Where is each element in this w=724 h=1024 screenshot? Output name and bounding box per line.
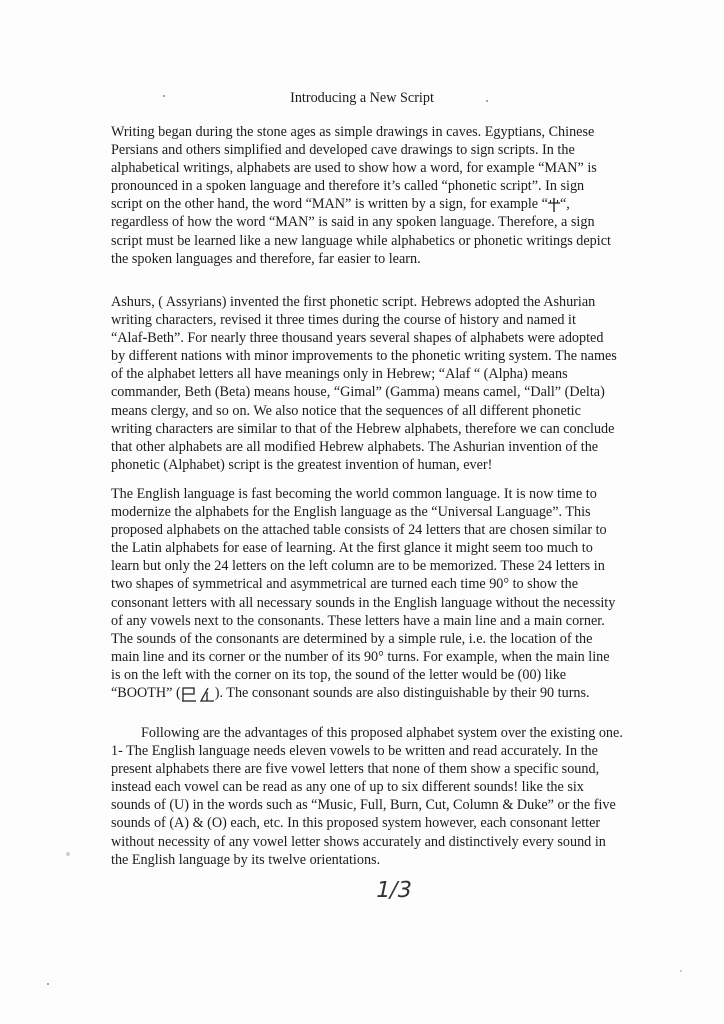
text-line: the Latin alphabets for ease of learning. At the first glance it might seem too much to: [111, 540, 593, 557]
text-line: Persians and others simplified and developed cave drawings to sign scripts. In the: [111, 142, 575, 159]
text-segment: script on the other hand, the word “MAN” is written by a sign, for example “: [111, 196, 548, 213]
text-line: of the alphabet letters all have meanings only in Hebrew; “Alaf “ (Alpha) means: [111, 366, 568, 383]
text-line: means clergy, and so on. We also notice that the sequences of all different phonetic: [111, 402, 581, 419]
text-line: 1- The English language needs eleven vowels to be written and read accurately. In the: [111, 743, 598, 760]
text-line: the English language by its twelve orientations.: [111, 851, 381, 868]
text-line: alphabetical writings, alphabets are used to show how a word, for example “MAN” is: [111, 160, 597, 177]
text-line: sounds of (U) in the words such as “Music, Full, Burn, Cut, Column & Duke” or the five: [111, 797, 616, 814]
text-segment: ). The consonant sounds are also distinguishable by their 90 turns.: [214, 685, 590, 702]
text-line: writing characters, revised it three times during the course of history and named it: [111, 312, 576, 329]
text-line-with-glyphs: [111, 684, 641, 702]
text-line: The sounds of the consonants are determined by a simple rule, i.e. the location of the: [111, 630, 593, 647]
text-line: by different nations with minor improvements to the phonetic writing system. The names: [111, 348, 617, 365]
scan-speck: [47, 983, 49, 985]
text-line: writing characters are similar to that of the Hebrew alphabets, therefore we can conclude: [111, 420, 615, 437]
text-line: without necessity of any vowel letter shows accurately and distinctively every sound in: [111, 833, 606, 850]
man-sign-icon: [548, 198, 560, 212]
text-line: pronounced in a spoken language and therefore it’s called “phonetic script”. In sign: [111, 178, 585, 195]
scan-speck: [486, 100, 488, 102]
text-line: present alphabets there are five vowel letters that none of them show a specific sound,: [111, 761, 600, 778]
text-segment: “BOOTH” (: [111, 685, 181, 702]
text-line: instead each vowel can be read as any one of up to six different sounds! like the six: [111, 779, 584, 796]
text-line: Following are the advantages of this proposed alphabet system over the existing one.: [141, 725, 623, 741]
scan-speck: [680, 970, 682, 972]
text-line: is on the left with the corner on its top, the sound of the letter would be (00) like: [111, 666, 567, 683]
text-line: of any vowels next to the consonants. These letters have a main line and a main corner.: [111, 612, 605, 629]
scan-speck: [66, 852, 70, 856]
paragraph-writing-history: [111, 123, 641, 268]
text-line-with-sign: [111, 195, 641, 213]
handwritten-page-number: 1/3: [373, 878, 415, 903]
text-line: learn but only the 24 letters on the left column are to be memorized. These 24 letters in: [111, 558, 605, 575]
text-line: “Alaf-Beth”. For nearly three thousand years several shapes of alphabets were adopted: [111, 330, 604, 347]
text-line: modernize the alphabets for the English language as the “Universal Language”. This: [111, 504, 591, 521]
text-line: that other alphabets are all modified Hebrew alphabets. The Ashurian invention of the: [111, 438, 599, 455]
text-line: proposed alphabets on the attached table consists of 24 letters that are chosen similar to: [111, 522, 607, 539]
text-line: Ashurs, ( Assyrians) invented the first phonetic script. Hebrews adopted the Ashurian: [111, 294, 596, 310]
text-line: script must be learned like a new language while alphabetics or phonetic writings depict: [111, 232, 611, 249]
text-line: regardless of how the word “MAN” is said in any spoken language. Therefore, a sign: [111, 214, 595, 231]
text-segment: “,: [559, 196, 570, 213]
paragraph-ashurian-script: [111, 293, 641, 474]
text-line: Writing began during the stone ages as simple drawings in caves. Egyptians, Chinese: [111, 124, 595, 140]
booth-letter-glyph-icon: [181, 686, 215, 702]
scan-speck: [163, 95, 165, 97]
paragraph-universal-language: [111, 485, 641, 702]
document-title: Introducing a New Script: [290, 90, 434, 106]
text-line: two shapes of symmetrical and asymmetrical are turned each time 90° to show the: [111, 576, 579, 593]
text-line: consonant letters with all necessary sounds in the English language without the necessity: [111, 594, 616, 611]
text-line: sounds of (A) & (O) each, etc. In this proposed system however, each consonant letter: [111, 815, 601, 832]
paragraph-advantages: [111, 724, 641, 869]
text-line: phonetic (Alphabet) script is the greatest invention of human, ever!: [111, 456, 493, 473]
text-line: main line and its corner or the number of its 90° turns. For example, when the main line: [111, 648, 610, 665]
text-line: the spoken languages and therefore, far easier to learn.: [111, 250, 421, 267]
text-line: The English language is fast becoming the world common language. It is now time to: [111, 486, 597, 502]
text-line: commander, Beth (Beta) means house, “Gimal” (Gamma) means camel, “Dall” (Delta): [111, 384, 605, 401]
